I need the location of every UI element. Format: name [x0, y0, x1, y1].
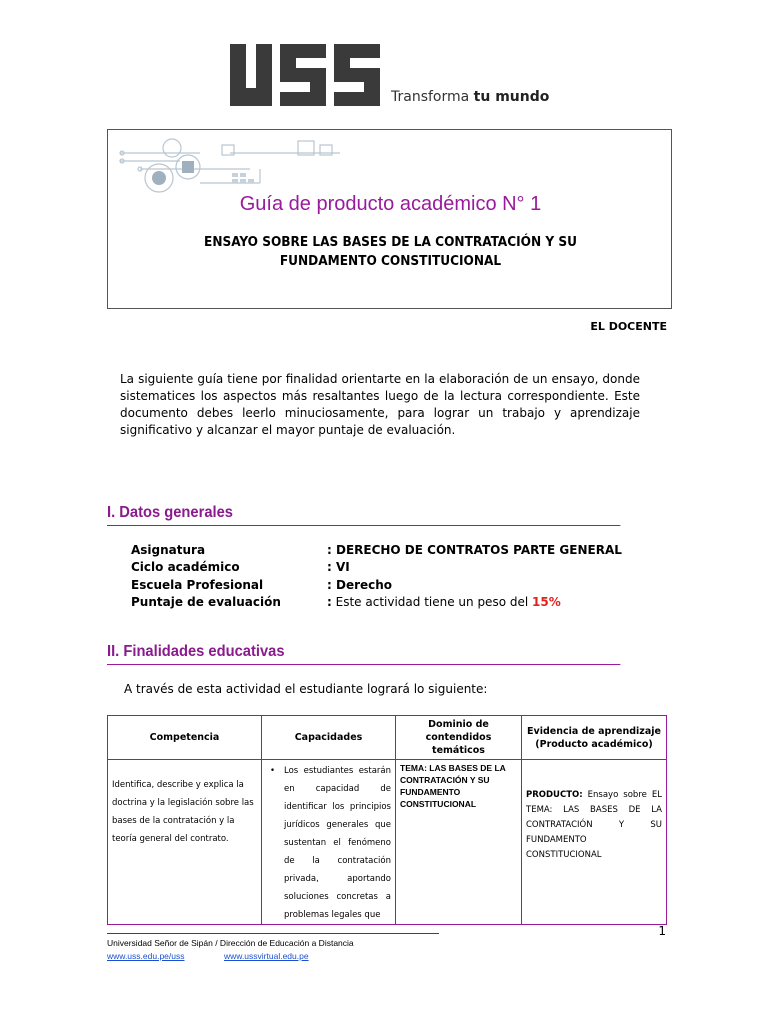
author-label: EL DOCENTE — [590, 320, 667, 333]
table-header: Competencia — [108, 716, 262, 760]
table-header: Capacidades — [262, 716, 396, 760]
score-value: : Este actividad tiene un peso del 15% — [327, 594, 561, 609]
table-cell-competencia: Identifica, describe y explica la doctrina y la legislación sobre las bases de la contratación y la teoría general del contrato. — [108, 760, 262, 925]
general-data-row — [131, 594, 622, 611]
table-cell-producto: PRODUCTO: Ensayo sobre EL TEMA: LAS BASES DE LA CONTRATACIÓN Y SU FUNDAMENTO CONSTITUCIONAL — [522, 760, 667, 925]
table-row — [108, 760, 667, 925]
table-cell-tema: TEMA: LAS BASES DE LA CONTRATACIÓN Y SU FUNDAMENTO CONSTITUCIONAL — [396, 760, 522, 925]
bullet-icon: • — [270, 766, 276, 776]
general-data-row — [131, 559, 622, 576]
logo-tagline: Transforma tu mundo — [391, 89, 550, 105]
competencies-table — [107, 715, 667, 920]
general-data-label: Ciclo académico — [131, 560, 240, 575]
general-data-value: : VI — [327, 560, 350, 575]
footer-divider — [107, 933, 439, 934]
general-data-row — [131, 577, 622, 594]
general-data-value: : DERECHO DE CONTRATOS PARTE GENERAL — [327, 543, 622, 557]
document-subtitle: ENSAYO SOBRE LAS BASES DE LA CONTRATACIÓN Y SU FUNDAMENTO CONSTITUCIONAL — [204, 234, 577, 269]
circuit-decoration-icon — [110, 133, 350, 203]
general-data-row — [131, 542, 622, 559]
section-heading-finalidades: II. Finalidades educativas — [107, 643, 620, 665]
general-data-label: Escuela Profesional — [131, 577, 264, 592]
uss-logo — [230, 44, 382, 106]
footer-link-ussvirtual[interactable]: www.ussvirtual.edu.pe — [224, 951, 309, 961]
page-number: 1 — [658, 924, 666, 938]
table-cell-capacidades: • Los estudiantes estarán en capacidad de identificar los principios jurídicos generales que sustentan el fenómeno de la contratación privada, aportando soluciones concretas a problemas legales que — [262, 760, 396, 925]
footer-link-uss[interactable]: www.uss.edu.pe/uss — [107, 951, 185, 961]
footer-institution: Universidad Señor de Sipán / Dirección de Educación a Distancia — [107, 938, 354, 948]
general-data-label: Asignatura — [131, 543, 206, 557]
section-heading-datos-generales: I. Datos generales — [107, 504, 620, 526]
intro-paragraph: La siguiente guía tiene por finalidad orientarte en la elaboración de un ensayo, donde sistematices los aspectos más resaltantes luego de la lectura correspondiente. Este documento debes leerlo minuciosamente, para lograr un trabajo y aprendizaje significativo y alcanzar el mayor puntaje de evaluación. — [120, 372, 640, 437]
general-data-list — [131, 542, 622, 611]
finalidades-intro: A través de esta actividad el estudiante logrará lo siguiente: — [124, 682, 488, 696]
table-header: Dominio de contendidos temáticos — [396, 716, 522, 760]
general-data-value: : Derecho — [327, 577, 393, 592]
score-label: Puntaje de evaluación — [131, 594, 281, 609]
score-percentage: 15% — [532, 594, 561, 609]
table-header: Evidencia de aprendizaje (Producto académico) — [522, 716, 667, 760]
table-header-row — [108, 716, 667, 760]
document-title: Guía de producto académico N° 1 — [239, 193, 542, 215]
